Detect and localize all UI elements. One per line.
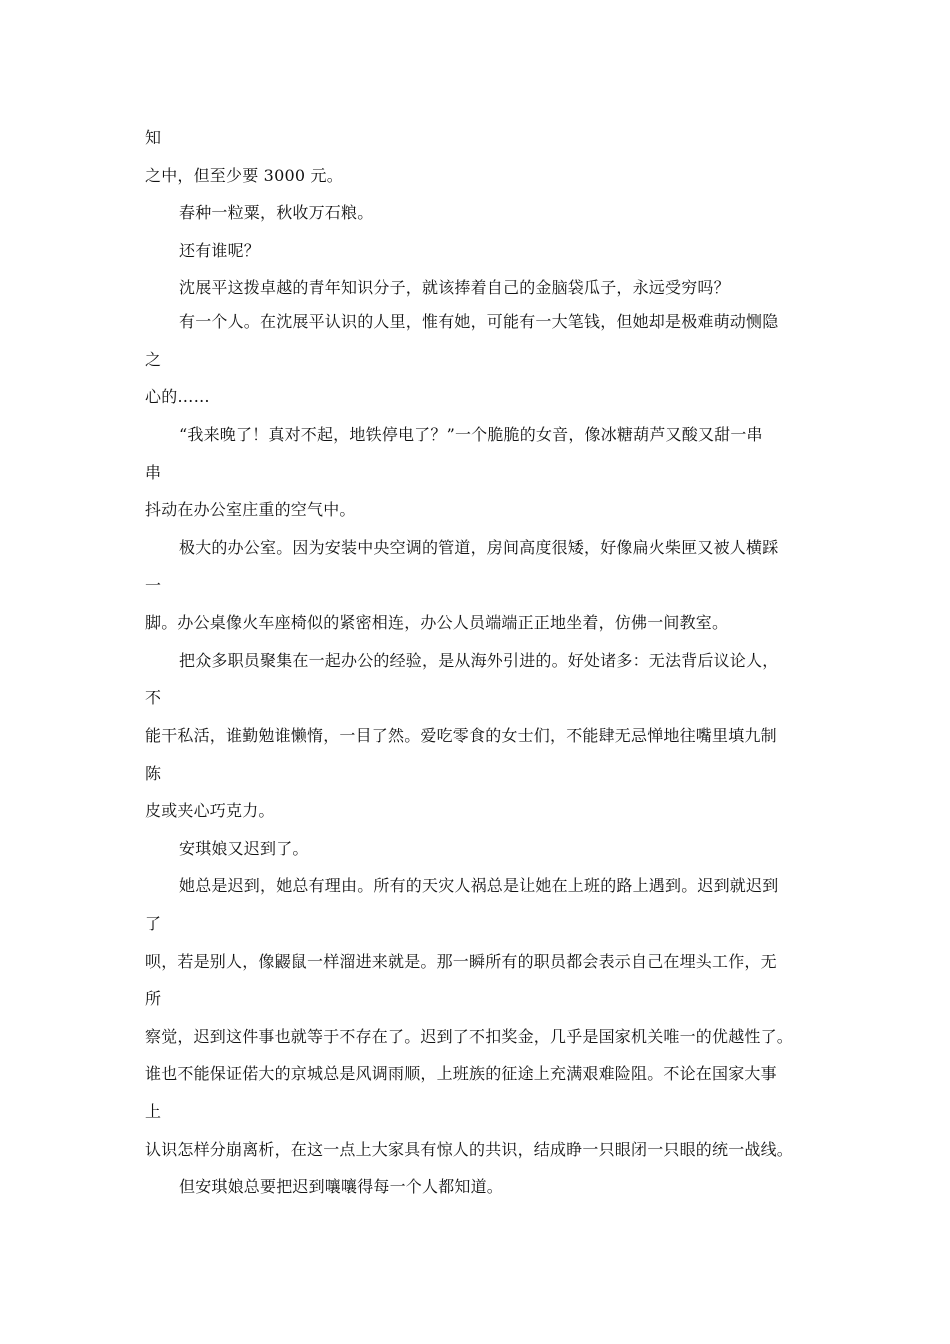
text-line: 春种一粒粟，秋收万石粮。 [179, 203, 374, 222]
text-line: “我来晚了！真对不起，地铁停电了？”一个脆脆的女音，像冰糖葫芦又酸又甜一串 [179, 425, 763, 444]
text-line: 所 [145, 989, 162, 1008]
text-line: 能干私活，谁勤勉谁懒惰，一目了然。爱吃零食的女士们，不能肆无忌惮地往嘴里填九制 [145, 726, 777, 745]
text-line: 之中，但至少要 3000 元。 [145, 166, 343, 185]
text-line: 察觉，迟到这件事也就等于不存在了。迟到了不扣奖金，几乎是国家机关唯一的优越性了。 [145, 1027, 794, 1046]
text-line: 安琪娘又迟到了。 [179, 839, 309, 858]
text-line: 陈 [145, 764, 162, 783]
text-line: 抖动在办公室庄重的空气中。 [145, 500, 356, 519]
text-line: 上 [145, 1102, 162, 1121]
text-line: 还有谁呢？ [179, 241, 261, 260]
text-line: 沈展平这拨卓越的青年知识分子，就该捧着自己的金脑袋瓜子，永远受穷吗？ [179, 278, 730, 297]
text-line: 之 [145, 350, 162, 369]
text-line: 认识怎样分崩离析，在这一点上大家具有惊人的共识，结成睁一只眼闭一只眼的统一战线。 [145, 1140, 794, 1159]
text-line: 但安琪娘总要把迟到嚷嚷得每一个人都知道。 [179, 1177, 504, 1196]
text-line: 极大的办公室。因为安装中央空调的管道，房间高度很矮，好像扁火柴匣又被人横踩 [179, 538, 779, 557]
text-line: 了 [145, 914, 162, 933]
text-line: 一 [145, 576, 162, 595]
text-line: 不 [145, 688, 162, 707]
text-line: 知 [145, 128, 162, 147]
text-line: 她总是迟到，她总有理由。所有的天灾人祸总是让她在上班的路上遇到。迟到就迟到 [179, 876, 779, 895]
text-line: 呗，若是别人，像鼹鼠一样溜进来就是。那一瞬所有的职员都会表示自己在埋头工作，无 [145, 952, 777, 971]
text-line: 脚。办公桌像火车座椅似的紧密相连，办公人员端端正正地坐着，仿佛一间教室。 [145, 613, 729, 632]
text-line: 串 [145, 463, 162, 482]
text-line: 把众多职员聚集在一起办公的经验，是从海外引进的。好处诸多：无法背后议论人， [179, 651, 779, 670]
text-line: 心的…… [145, 387, 210, 406]
text-line: 谁也不能保证偌大的京城总是风调雨顺，上班族的征途上充满艰难险阻。不论在国家大事 [145, 1064, 777, 1083]
text-line: 皮或夹心巧克力。 [145, 801, 275, 820]
text-line: 有一个人。在沈展平认识的人里，惟有她，可能有一大笔钱，但她却是极难萌动恻隐 [179, 312, 779, 331]
